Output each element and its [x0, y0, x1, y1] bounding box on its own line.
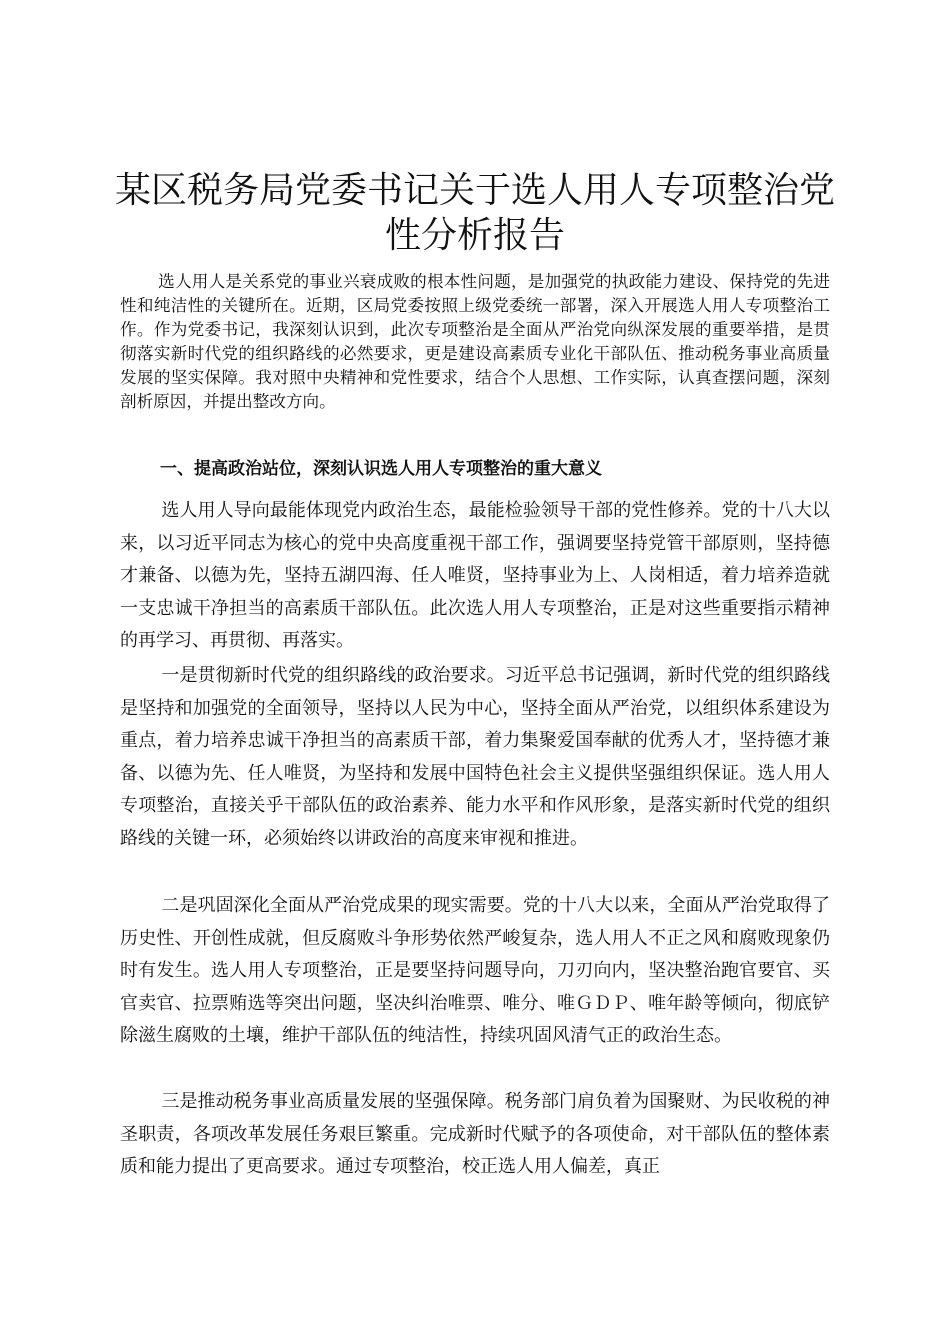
body-paragraph: 一是贯彻新时代党的组织路线的政治要求。习近平总书记强调，新时代党的组织路线是坚持和加强党的全面领导，坚持以人民为中心，坚持全面从严治党，以组织体系建设为重点，着力培养忠诚干净担当的高素质干部，着力集聚爱国奉献的优秀人才，坚持德才兼备、以德为先、任人唯贤，为坚持和发展中国特色社会主义提供坚强组织保证。选人用人专项整治，直接关乎干部队伍的政治素养、能力水平和作风形象，是落实新时代党的组织路线的关键一环，必须始终以讲政治的高度来审视和推进。: [120, 665, 830, 849]
body-paragraph: 三是推动税务事业高质量发展的坚强保障。税务部门肩负着为国聚财、为民收税的神圣职责，各项改革发展任务艰巨繁重。完成新时代赋予的各项使命，对干部队伍的整体素质和能力提出了更高要求。通过专项整治，校正选人用人偏差，真正: [120, 1091, 830, 1177]
intro-paragraph: 选人用人是关系党的事业兴衰成败的根本性问题，是加强党的执政能力建设、保持党的先进性和纯洁性的关键所在。近期，区局党委按照上级党委统一部署，深入开展选人用人专项整治工作。作为党委书记，我深刻认识到，此次专项整治是全面从严治党向纵深发展的重要举措，是贯彻落实新时代党的组织路线的必然要求，更是建设高素质专业化干部队伍、推动税务事业高质量发展的坚实保障。我对照中央精神和党性要求，结合个人思想、工作实际，认真查摆问题，深刻剖析原因，并提出整改方向。: [120, 272, 830, 411]
body-paragraph: 选人用人导向最能体现党内政治生态，最能检验领导干部的党性修养。党的十八大以来，以习近平同志为核心的党中央高度重视干部工作，强调要坚持党管干部原则，坚持德才兼备、以德为先，坚持五湖四海、任人唯贤，坚持事业为上、人岗相适，着力培养造就一支忠诚干净担当的高素质干部队伍。此次选人用人专项整治，正是对这些重要指示精神的再学习、再贯彻、再落实。: [120, 500, 830, 651]
body-paragraph: 二是巩固深化全面从严治党成果的现实需要。党的十八大以来，全面从严治党取得了历史性、开创性成就，但反腐败斗争形势依然严峻复杂，选人用人不正之风和腐败现象仍时有发生。选人用人专项整治，正是要坚持问题导向，刀刃向内，坚决整治跑官要官、买官卖官、拉票贿选等突出问题，坚决纠治唯票、唯分、唯ＧＤＰ、唯年龄等倾向，彻底铲除滋生腐败的土壤，维护干部队伍的纯洁性，持续巩固风清气正的政治生态。: [120, 895, 830, 1046]
section-heading: 一、提高政治站位，深刻认识选人用人专项整治的重大意义: [160, 459, 602, 479]
document-title: 某区税务局党委书记关于选人用人专项整治党性分析报告: [115, 170, 836, 256]
